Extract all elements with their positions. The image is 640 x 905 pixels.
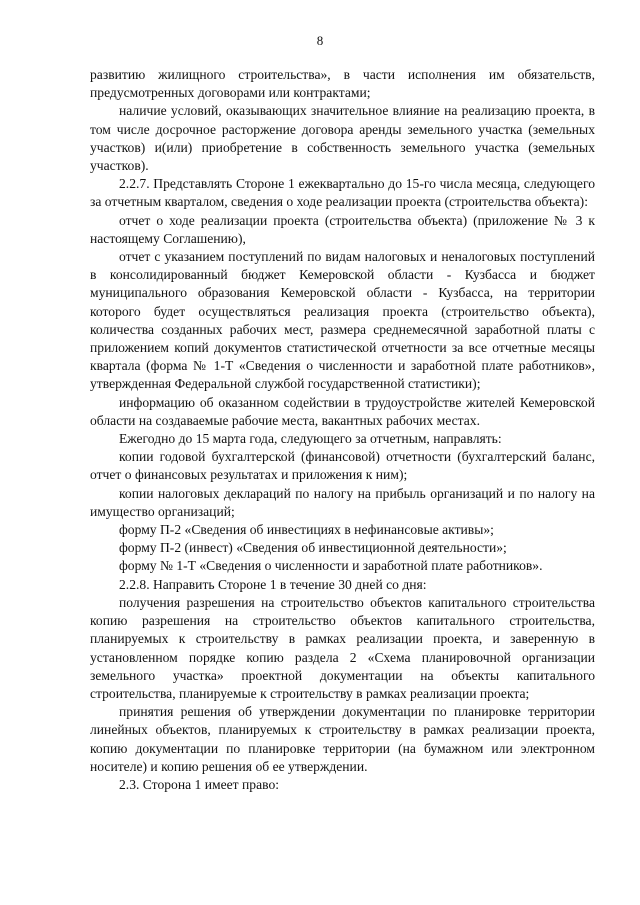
- paragraph: 2.2.8. Направить Стороне 1 в течение 30 дней со дня:: [119, 576, 427, 592]
- paragraph: получения разрешения на строительство объектов капитального строительства копию разрешения на строительство объектов капитального строительства, планируемых к строительству в рамках реализации проекта, и заверенную в установленном порядке копию раздела 2 «Схема планировочной организации земельного участка» проектной документации на объекты капитального строительства, планируемые к строительству в рамках реализации проекта;: [90, 594, 595, 701]
- paragraph: 2.2.7. Представлять Стороне 1 ежеквартально до 15-го числа месяца, следующего за отчетным кварталом, сведения о ходе реализации проекта (строительства объекта):: [90, 176, 595, 210]
- paragraph: информацию об оказанном содействии в трудоустройстве жителей Кемеровской области на создаваемые рабочие места, вакантных рабочих местах.: [90, 394, 595, 428]
- paragraph: форму П-2 «Сведения об инвестициях в нефинансовые активы»;: [119, 522, 494, 538]
- paragraph: наличие условий, оказывающих значительное влияние на реализацию проекта, в том числе досрочное расторжение договора аренды земельного участка (земельных участков) и(или) приобретение в собственность земельного участка (земельных участков).: [90, 103, 595, 174]
- document-body: [90, 66, 595, 794]
- paragraph: отчет о ходе реализации проекта (строительства объекта) (приложение № 3 к настоящему Соглашению),: [90, 212, 595, 246]
- paragraph: форму П-2 (инвест) «Сведения об инвестиционной деятельности»;: [119, 540, 507, 556]
- paragraph: отчет с указанием поступлений по видам налоговых и неналоговых поступлений в консолидированный бюджет Кемеровской области - Кузбасса и бюджет муниципального образования Кемеровской области - Кузбасса, на территории которого будет осуществляться реализация проекта (строительство объекта), количества созданных рабочих мест, размера среднемесячной заработной платы с приложением копий документов статистической отчетности за все отчетные месяцы квартала (форма № 1-Т «Сведения о численности и заработной плате работников», утвержденная Федеральной службой государственной статистики);: [90, 249, 595, 392]
- paragraph: принятия решения об утверждении документации по планировке территории линейных объектов, планируемых к строительству в рамках реализации проекта, копию документации по планировке территории (на бумажном или электронном носителе) и копию решения об ее утверждении.: [90, 704, 595, 774]
- paragraph: Ежегодно до 15 марта года, следующего за отчетным, направлять:: [119, 431, 502, 447]
- paragraph: 2.3. Сторона 1 имеет право:: [119, 776, 280, 792]
- paragraph: копии годовой бухгалтерской (финансовой) отчетности (бухгалтерский баланс, отчет о финансовых результатах и приложения к ним);: [90, 449, 595, 483]
- paragraph: развитию жилищного строительства», в части исполнения им обязательств, предусмотренных договорами или контрактами;: [90, 67, 595, 101]
- paragraph: форму № 1-Т «Сведения о численности и заработной плате работников».: [119, 558, 543, 574]
- page-number: 8: [316, 33, 324, 48]
- paragraph: копии налоговых деклараций по налогу на прибыль организаций и по налогу на имущество организаций;: [90, 485, 595, 519]
